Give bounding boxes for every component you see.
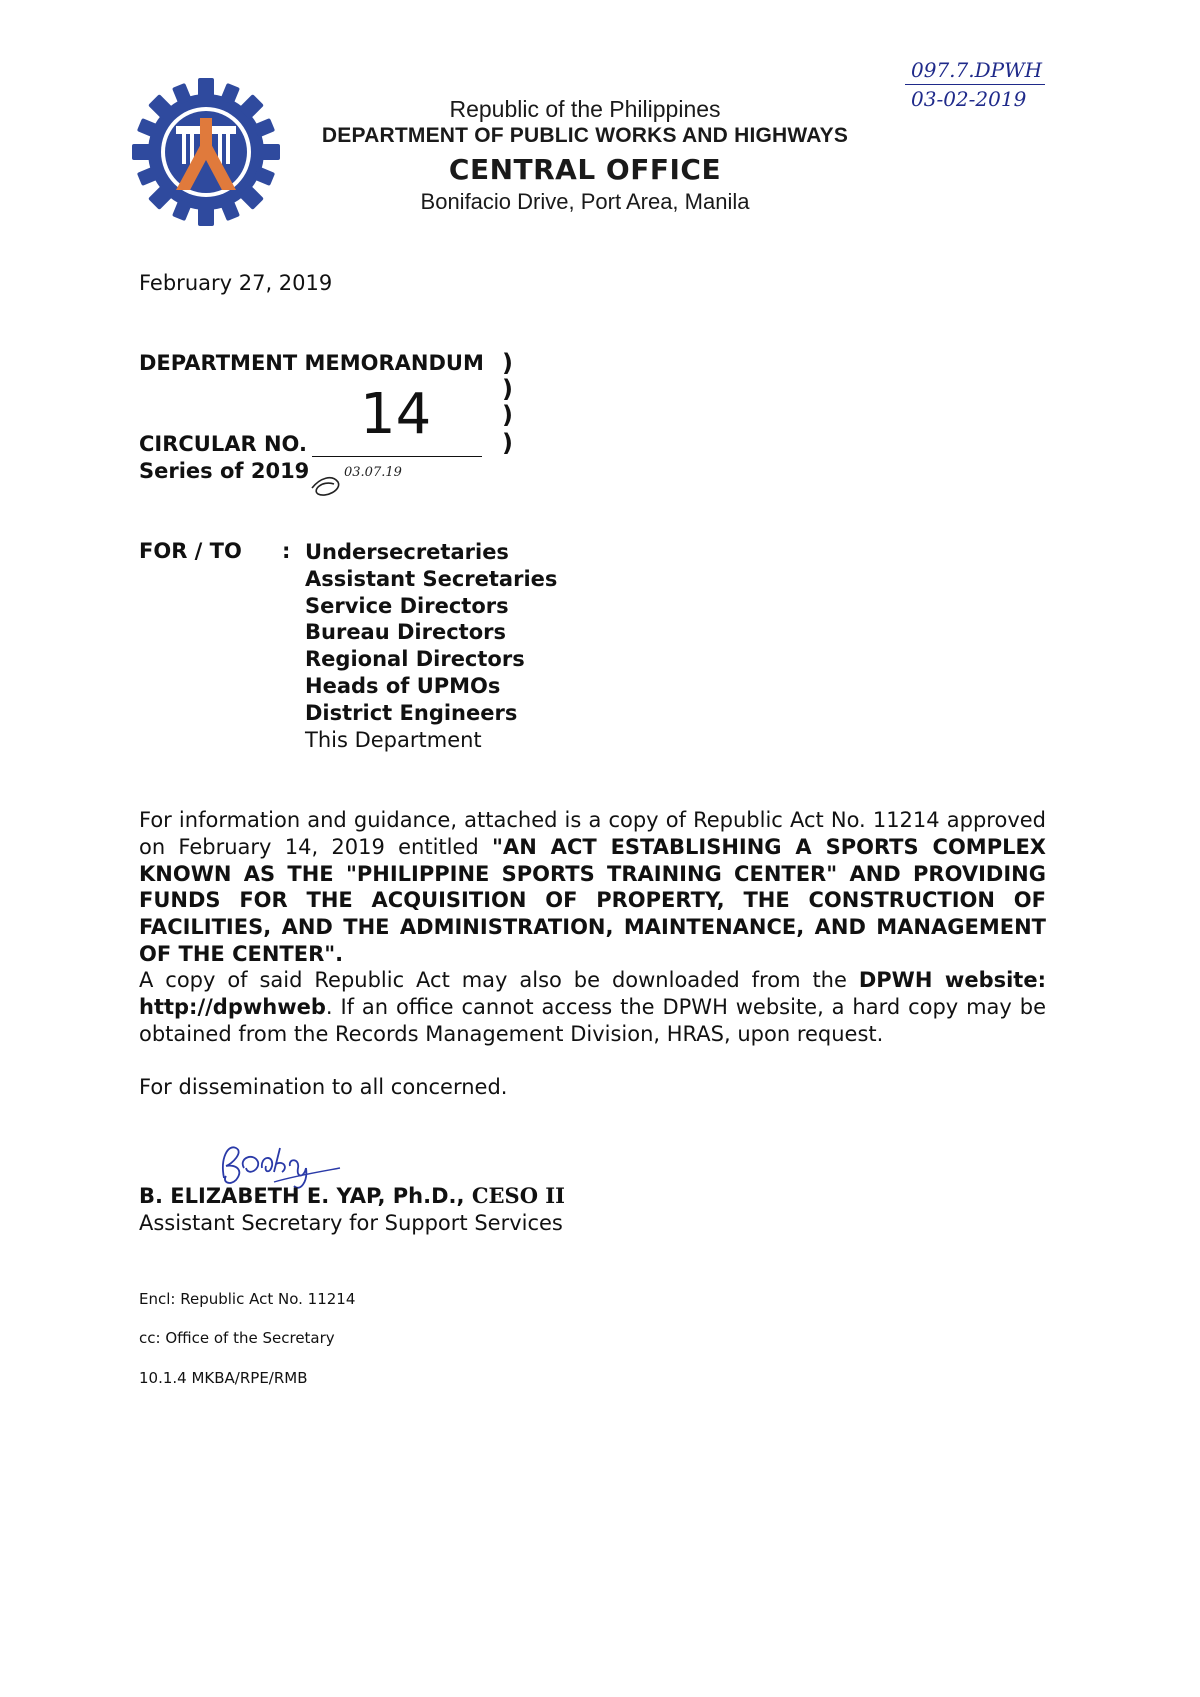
for-to-colon: : (282, 539, 291, 563)
dpwh-website-link[interactable]: DPWH website: http://dpwhweb (139, 968, 1046, 1019)
circular-label: CIRCULAR NO. (139, 432, 307, 456)
circular-number-line (312, 456, 482, 457)
memo-series: Series of 2019 (139, 459, 310, 483)
paren: ) (502, 401, 513, 429)
addressee: Assistant Secretaries (305, 566, 558, 591)
enclosure-note: Encl: Republic Act No. 11214 (139, 1290, 356, 1308)
act-title: "AN ACT ESTABLISHING A SPORTS COMPLEX KNOWN AS THE "PHILIPPINE SPORTS TRAINING CENTER" AND PROVIDING FUNDS FOR THE ACQUISITION OF PROPERTY, THE CONSTRUCTION OF FACILITIES, AND THE ADMINISTRATION, MAINTENANCE, AND MANAGEMENT OF THE CENTER". (139, 834, 1046, 966)
paragraph-dissemination: For dissemination to all concerned. (139, 1075, 508, 1099)
dpwh-gear-seal-icon (132, 78, 280, 226)
p1-text: For information and guidance, attached is a copy of Republic Act No. 11214 approved on February 14, 2019 entitled (139, 808, 1046, 859)
paren: ) (502, 375, 513, 403)
p2-text-b: . If an office cannot access the DPWH website, a hard copy may be obtained from the Records Management Division, HRAS, upon request. (139, 994, 1046, 1046)
signatory-title: Assistant Secretary for Support Services (139, 1211, 563, 1235)
stamp-rule (905, 84, 1045, 85)
addressee: Bureau Directors (305, 620, 506, 645)
handwritten-initial (308, 458, 418, 500)
memo-date: February 27, 2019 (139, 271, 333, 295)
memo-title: DEPARTMENT MEMORANDUM (139, 351, 484, 375)
addressee: Regional Directors (305, 647, 525, 672)
for-to-label: FOR / TO (139, 539, 242, 563)
header-office: CENTRAL OFFICE (448, 153, 722, 186)
cc-note: cc: Office of the Secretary (139, 1329, 335, 1347)
signatory-name (139, 1183, 565, 1208)
p2-text-a: A copy of said Republic Act may also be downloaded from the (139, 968, 859, 992)
paren: ) (502, 429, 513, 457)
addressee: Undersecretaries (305, 540, 509, 564)
addressee: Service Directors (305, 593, 509, 618)
paragraph-download (139, 967, 1046, 1047)
initial-date: 03.07.19 (344, 465, 402, 480)
paragraph-information (139, 807, 1046, 968)
signatory-name-text: B. ELIZABETH E. YAP, Ph.D., (139, 1184, 472, 1208)
paren: ) (502, 349, 513, 377)
header-address: Bonifacio Drive, Port Area, Manila (420, 189, 750, 214)
addressee-department: This Department (305, 727, 482, 752)
stamp-line2: 03-02-2019 (911, 87, 1027, 111)
addressee: District Engineers (305, 700, 518, 725)
addressee: Heads of UPMOs (305, 673, 501, 698)
receiving-stamp (905, 58, 1055, 111)
header-republic: Republic of the Philippines (449, 96, 721, 122)
signatory-rank: CESO II (471, 1183, 565, 1208)
stamp-line1: 097.7.DPWH (911, 58, 1043, 82)
reference-code: 10.1.4 MKBA/RPE/RMB (139, 1369, 308, 1387)
circular-number: 14 (360, 382, 432, 447)
addressee-list (305, 539, 557, 753)
header-department: DEPARTMENT OF PUBLIC WORKS AND HIGHWAYS (321, 124, 849, 147)
